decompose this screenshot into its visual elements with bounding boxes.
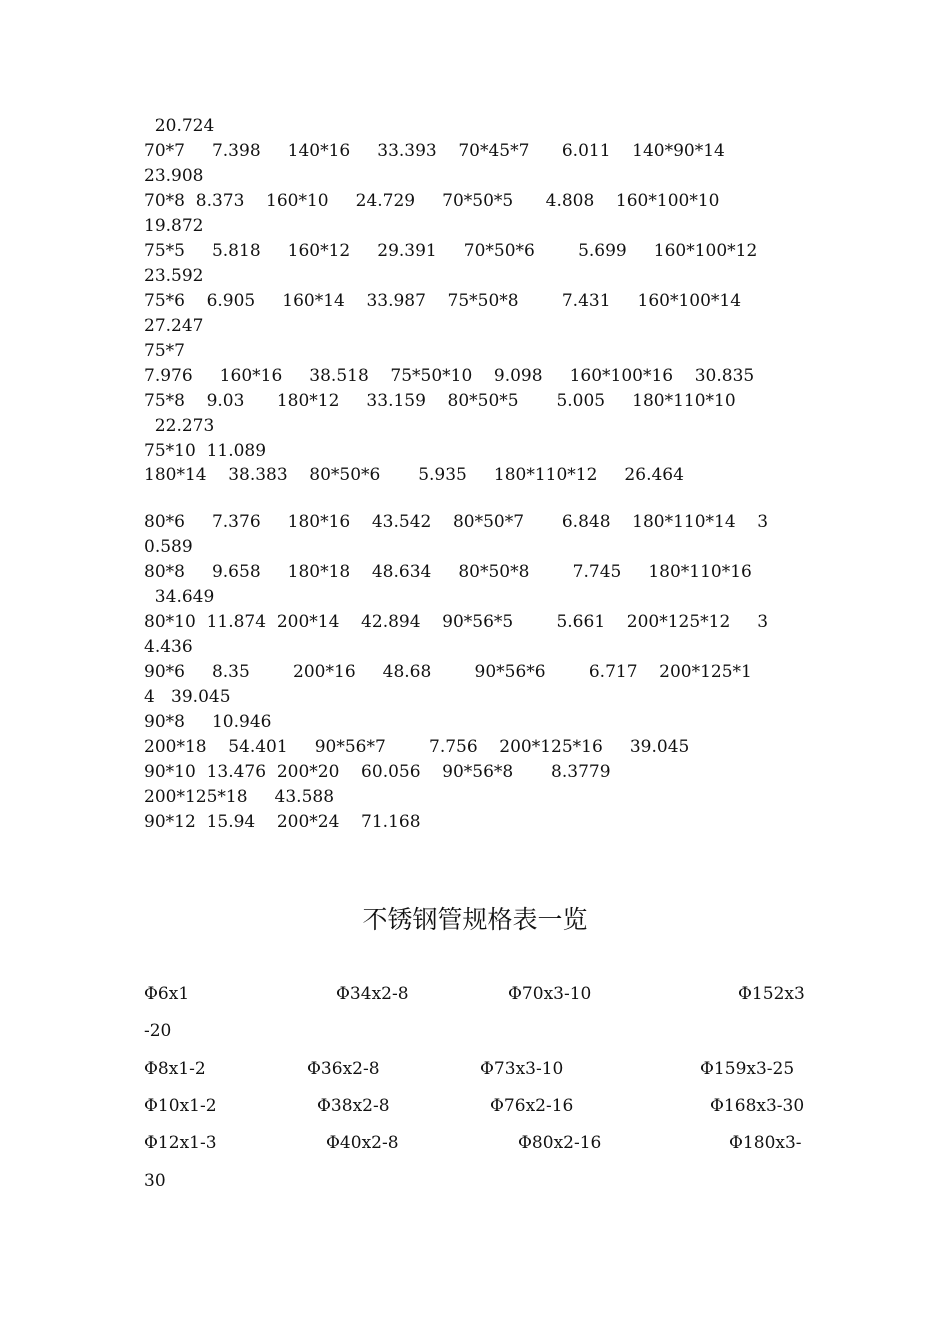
- table-line: 90*6 8.35 200*16 48.68 90*56*6 6.717 200*125*1: [144, 662, 752, 682]
- table-line: 19.872: [144, 216, 204, 236]
- pipe-spec: Φ152x3: [738, 984, 805, 1004]
- table-line: 75*6 6.905 160*14 33.987 75*50*8 7.431 160*100*14: [144, 291, 742, 311]
- pipe-spec: Φ8x1-2: [144, 1059, 206, 1079]
- table-line: 7.976 160*16 38.518 75*50*10 9.098 160*100*16 30.835: [144, 366, 755, 386]
- table-line: 23.592: [144, 266, 204, 286]
- pipe-spec: Φ70x3-10: [508, 984, 592, 1004]
- table-line: 70*7 7.398 140*16 33.393 70*45*7 6.011 140*90*14: [144, 141, 725, 161]
- pipe-spec: 30: [144, 1171, 166, 1191]
- table-line: 90*8 10.946: [144, 712, 272, 732]
- pipe-spec: Φ10x1-2: [144, 1096, 217, 1116]
- table-line: 4 39.045: [144, 687, 231, 707]
- pipe-spec: Φ180x3-: [729, 1133, 802, 1153]
- pipe-spec: Φ40x2-8: [326, 1133, 399, 1153]
- table-line: 75*10 11.089: [144, 441, 267, 461]
- table-line: 34.649: [144, 587, 215, 607]
- table-line: 80*10 11.874 200*14 42.894 90*56*5 5.661 200*125*12 3: [144, 612, 769, 632]
- pipe-spec: Φ34x2-8: [336, 984, 409, 1004]
- pipe-spec: Φ38x2-8: [317, 1096, 390, 1116]
- table-line: 70*8 8.373 160*10 24.729 70*50*5 4.808 160*100*10: [144, 191, 720, 211]
- table-line: 90*10 13.476 200*20 60.056 90*56*8 8.3779: [144, 762, 611, 782]
- pipe-spec: Φ159x3-25: [700, 1059, 795, 1079]
- pipe-spec: -20: [144, 1021, 172, 1041]
- table-line: 80*8 9.658 180*18 48.634 80*50*8 7.745 180*110*16: [144, 562, 752, 582]
- table-line: 75*5 5.818 160*12 29.391 70*50*6 5.699 160*100*12: [144, 241, 758, 261]
- section-title: 不锈钢管规格表一览: [362, 905, 588, 934]
- table-line: 200*125*18 43.588: [144, 787, 335, 807]
- table-line: 180*14 38.383 80*50*6 5.935 180*110*12 26.464: [144, 465, 684, 485]
- table-line: 27.247: [144, 316, 204, 336]
- pipe-spec: Φ73x3-10: [480, 1059, 564, 1079]
- pipe-spec: Φ168x3-30: [710, 1096, 805, 1116]
- pipe-spec: Φ36x2-8: [307, 1059, 380, 1079]
- table-line: 80*6 7.376 180*16 43.542 80*50*7 6.848 180*110*14 3: [144, 512, 769, 532]
- table-line: 90*12 15.94 200*24 71.168: [144, 812, 421, 832]
- pipe-spec: Φ12x1-3: [144, 1133, 217, 1153]
- table-line: 200*18 54.401 90*56*7 7.756 200*125*16 39.045: [144, 737, 690, 757]
- table-line: 75*8 9.03 180*12 33.159 80*50*5 5.005 180*110*10: [144, 391, 736, 411]
- table-line: 0.589: [144, 537, 193, 557]
- table-line: 23.908: [144, 166, 204, 186]
- table-line: 22.273: [144, 416, 215, 436]
- table-line: 20.724: [144, 116, 215, 136]
- pipe-spec: Φ80x2-16: [518, 1133, 602, 1153]
- pipe-spec: Φ6x1: [144, 984, 190, 1004]
- table-line: 75*7: [144, 341, 185, 361]
- table-line: 4.436: [144, 637, 193, 657]
- pipe-spec: Φ76x2-16: [490, 1096, 574, 1116]
